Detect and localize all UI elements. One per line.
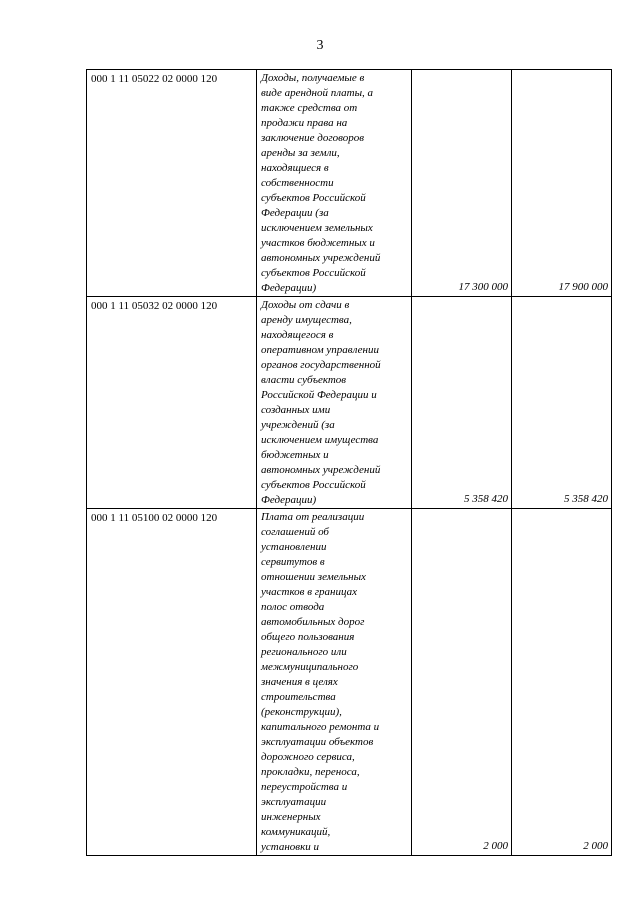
name-line: участков в границах	[261, 586, 357, 598]
name-line: межмуниципального	[261, 661, 359, 673]
name-line: эксплуатации объектов	[261, 736, 374, 748]
name-line: капитального ремонта и	[261, 721, 380, 733]
name-line: Доходы, получаемые в	[261, 72, 365, 84]
name-line: сервитутов в	[261, 556, 325, 568]
budget-revenue-table	[86, 69, 612, 856]
name-line: собственности	[261, 177, 334, 189]
name-line: переустройства и	[261, 781, 348, 793]
name-line: власти субъектов	[261, 374, 347, 386]
page-number: 3	[316, 38, 324, 53]
revenue-name-cell	[257, 509, 412, 856]
name-line: учреждений (за	[261, 419, 335, 431]
name-line: Федерации)	[261, 282, 317, 294]
name-line: эксплуатации	[261, 796, 327, 808]
name-line: продажи права на	[261, 117, 348, 129]
name-line: (реконструкции),	[261, 706, 342, 718]
name-line: оперативном управлении	[261, 344, 379, 356]
name-line: органов государственной	[261, 359, 381, 371]
name-line: установлении	[261, 541, 327, 553]
name-line: автономных учреждений	[261, 464, 381, 476]
name-line: полос отвода	[261, 601, 325, 613]
name-line: прокладки, переноса,	[261, 766, 360, 778]
revenue-name-cell	[257, 70, 412, 297]
amount-cell-2: 17 900 000	[512, 70, 612, 297]
name-line: субъектов Российской	[261, 267, 366, 279]
name-line: созданных ими	[261, 404, 331, 416]
name-line: исключением земельных	[261, 222, 373, 234]
name-line: установки и	[261, 841, 319, 853]
name-line: Федерации)	[261, 494, 317, 506]
name-line: заключение договоров	[261, 132, 365, 144]
name-line: бюджетных и	[261, 449, 329, 461]
amount-cell-1: 17 300 000	[412, 70, 512, 297]
name-line: виде арендной платы, а	[261, 87, 374, 99]
name-line: аренду имущества,	[261, 314, 352, 326]
amount-cell-2: 2 000	[512, 509, 612, 856]
name-line: находящегося в	[261, 329, 334, 341]
amount-cell-1: 2 000	[412, 509, 512, 856]
table-row	[87, 70, 612, 297]
name-line: аренды за земли,	[261, 147, 340, 159]
name-line: субъектов Российской	[261, 479, 366, 491]
name-line: участков бюджетных и	[261, 237, 375, 249]
name-line: Плата от реализации	[261, 511, 365, 523]
name-line: исключением имущества	[261, 434, 379, 446]
revenue-code-cell: 000 1 11 05022 02 0000 120	[87, 70, 257, 297]
name-line: инженерных	[261, 811, 321, 823]
revenue-code-cell: 000 1 11 05032 02 0000 120	[87, 297, 257, 509]
amount-cell-2: 5 358 420	[512, 297, 612, 509]
revenue-name-cell	[257, 297, 412, 509]
name-line: автономных учреждений	[261, 252, 381, 264]
name-line: также средства от	[261, 102, 358, 114]
name-line: Доходы от сдачи в	[261, 299, 350, 311]
name-line: субъектов Российской	[261, 192, 366, 204]
name-line: Федерации (за	[261, 207, 329, 219]
name-line: дорожного сервиса,	[261, 751, 355, 763]
revenue-code-cell: 000 1 11 05100 02 0000 120	[87, 509, 257, 856]
name-line: регионального или	[261, 646, 347, 658]
name-line: значения в целях	[261, 676, 338, 688]
amount-cell-1: 5 358 420	[412, 297, 512, 509]
table-row	[87, 509, 612, 856]
name-line: автомобильных дорог	[261, 616, 365, 628]
name-line: отношении земельных	[261, 571, 366, 583]
table-row	[87, 297, 612, 509]
name-line: коммуникаций,	[261, 826, 331, 838]
name-line: Российской Федерации и	[261, 389, 377, 401]
name-line: строительства	[261, 691, 336, 703]
name-line: общего пользования	[261, 631, 355, 643]
name-line: соглашений об	[261, 526, 329, 538]
name-line: находящиеся в	[261, 162, 329, 174]
